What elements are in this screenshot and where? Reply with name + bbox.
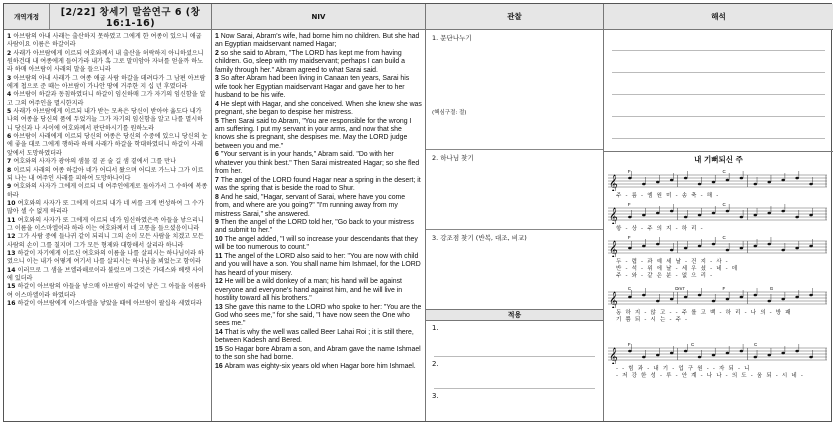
verse-number: 12 [7, 233, 18, 241]
verse-text: 아브람이 사래에게 이르되 당신의 여종은 당신의 수중에 있으니 당신의 눈에 좋을 대로 그에게 행하라 하매 사래가 하갈을 학대하였더니 하갈이 사래 앞에서 도망하였더라 [7, 133, 208, 157]
treble-clef-icon: 𝄞 [608, 173, 618, 191]
verse [215, 194, 422, 219]
treble-clef-icon: 𝄞 [608, 239, 618, 257]
verse [7, 267, 208, 284]
key-verse-note: (핵심구절: 절) [432, 110, 467, 116]
music-note [698, 245, 702, 248]
chord-label: Dm7 [675, 286, 685, 292]
version-label: 개역개정 [4, 4, 50, 29]
music-note [642, 356, 646, 359]
application-item-2[interactable]: 2. [432, 360, 439, 368]
music-note [698, 356, 702, 359]
verse-number: 3 [215, 75, 221, 83]
music-note [712, 212, 716, 215]
verse-text: 하갈이 아브람의 아들을 낳으매 아브람이 하갈이 낳은 그 아들을 이름하여 이스마엘이라 하였더라 [7, 283, 206, 299]
verse-number: 7 [7, 158, 14, 166]
chord-label: F [627, 235, 631, 241]
music-note [712, 354, 716, 357]
verse-text: so she said to Abram, "The LORD has kept me from having children. Go, sleep with my maidservant; perhaps I can build a family through her." Abram agreed to what Sarai said. [215, 49, 405, 74]
verse-number: 15 [7, 283, 18, 291]
music-note [754, 214, 758, 217]
music-note [754, 245, 758, 248]
title-header [4, 4, 211, 30]
verse [215, 363, 422, 371]
music-note [684, 350, 688, 353]
verse-text: The angel of the LORD found Hagar near a spring in the desert; it was the spring that is beside the road to Shur. [215, 176, 421, 193]
music-note [656, 300, 660, 303]
verse-number: 5 [215, 117, 221, 125]
music-note [684, 296, 688, 299]
song-title: 내 기뻐되신 주 [694, 155, 743, 164]
music-staff [608, 202, 827, 224]
music-note [670, 210, 674, 213]
verse [215, 101, 422, 118]
verse [7, 133, 208, 158]
verse-text: He will be a wild donkey of a man; his hand will be against everyone and everyone's hand against him, and he will live in hostility toward all his brothers." [215, 278, 403, 303]
verse-text: "Your servant is in your hands," Abram said. "Do with her whatever you think best." Then Sarai mistreated Hagar; so she fled from her. [215, 151, 420, 176]
verse-number: 9 [7, 183, 14, 191]
korean-verses [4, 30, 211, 308]
music-note [767, 243, 771, 246]
verse [215, 329, 422, 346]
music-note [726, 298, 730, 301]
verse-text: Then Sarai said to Abram, "You are responsible for the wrong I am suffering. I put my servant in your arms, and now that she knows she is pregnant, she despises me. May the LORD judge between you and me." [215, 117, 412, 150]
observation-header [426, 4, 603, 30]
music-note [809, 183, 813, 186]
verse [215, 236, 422, 253]
verse [7, 75, 208, 92]
verse-text: And he said, "Hagar, servant of Sarai, where have you come from, and where are you going?" "I'm running away from my mistress Sarai," she answered. [215, 193, 406, 218]
verse-number: 1 [7, 33, 14, 40]
music-note [754, 294, 758, 297]
song-lyric-line: 반 - 석 - 위 에 날 - 세 우 셨 - 네 - 데 [616, 266, 739, 272]
music-note [809, 356, 813, 359]
music-note [781, 179, 785, 182]
music-note [656, 181, 660, 184]
verse [215, 177, 422, 194]
verse-text: 여호와의 사자가 광야의 샘물 곁 곧 술 길 샘 곁에서 그를 만나 [13, 158, 176, 166]
music-note [684, 216, 688, 219]
song-lyric-line: 항 - 상 - 주 의 지 - 하 리 - [616, 226, 704, 232]
verse-text: He slept with Hagar, and she conceived. When she knew she was pregnant, she began to despise her mistress. [215, 100, 422, 117]
verse-text: 아브람의 아내 사래는 출산하지 못하였고 그에게 한 여종이 있으니 애굽 사람이요 이름은 하갈이라 [7, 33, 202, 49]
verse [215, 219, 422, 236]
song-lyric-line: 기 쁨 되 - 시 는 - 주 - [616, 317, 689, 323]
divider [434, 388, 595, 389]
music-note [726, 249, 730, 252]
music-note [781, 352, 785, 355]
verse-text: 아브람의 아내 사래가 그 여종 애굽 사람 하갈을 데려다가 그 남편 아브람에게 첩으로 준 때는 아브람이 가나안 땅에 거주한 지 십 년 후였더라 [7, 74, 206, 91]
music-staff [608, 169, 827, 191]
verse-text: 여호와의 사자가 또 그에게 이르되 내가 네 씨를 크게 번성하여 그 수가 많아 셀 수 없게 하리라 [7, 199, 204, 216]
verse-number: 16 [7, 300, 18, 307]
music-note [670, 352, 674, 355]
observation-section-1[interactable] [426, 30, 603, 150]
application-item-1[interactable]: 1. [432, 324, 439, 332]
verse-number: 14 [7, 266, 18, 274]
music-note [754, 183, 758, 186]
verse-number: 6 [7, 133, 14, 141]
verse-number: 11 [215, 252, 225, 260]
interpretation-header [604, 4, 833, 30]
verse-text: Then the angel of the LORD told her, "Go back to your mistress and submit to her." [215, 218, 414, 235]
verse [215, 75, 422, 100]
song-lyric-line: - 저 강 한 성 - 루 - 안 계 - 나 나 - 의 도 - 움 되 - 시 네 - [616, 373, 805, 379]
chord-label: C [754, 342, 758, 348]
verse [7, 91, 208, 108]
verse-text: Now Sarai, Abram's wife, had borne him no children. But she had an Egyptian maidservant named Hagar; [215, 33, 420, 49]
chord-label: C [722, 169, 726, 175]
verse [7, 250, 208, 267]
music-note [642, 214, 646, 217]
writing-line [612, 94, 825, 95]
music-note [656, 212, 660, 215]
verse-number: 3 [7, 74, 14, 82]
music-note [781, 249, 785, 252]
verse-text: 하갈이 자기에게 이르신 여호와의 이름을 나를 살피시는 하나님이라 하였으니 이는 내가 어떻게 여기서 나를 살피시는 하나님을 뵈었는고 함이라 [7, 249, 204, 266]
music-note [670, 298, 674, 301]
verse-text: 아브람이 하갈과 동침하였더니 하갈이 임신하매 그가 자기의 임신함을 알고 그의 여주인을 멸시한지라 [7, 91, 206, 107]
interpretation-title: 해석 [711, 12, 726, 21]
verse-number: 8 [7, 166, 14, 174]
verse [215, 346, 422, 363]
music-note [795, 216, 799, 219]
verse-text: So Hagar bore Abram a son, and Abram gave the name Ishmael to the son she had borne. [215, 345, 421, 362]
music-note [809, 245, 813, 248]
verse-text: So after Abram had been living in Canaan ten years, Sarai his wife took her Egyptian maidservant Hagar and gave her to her husband to be his wife. [215, 75, 410, 100]
observation-title: 관찰 [507, 12, 522, 21]
verse-number: 7 [215, 176, 221, 184]
observation-q1: 1. 문단나누기 [432, 34, 472, 42]
song-lyric-line: 주 - 와 - 같 은 분 - 없 으 리 - [616, 273, 714, 279]
verse [7, 300, 208, 308]
verse-number: 2 [7, 49, 14, 57]
verse-number: 8 [215, 193, 221, 201]
verse [215, 50, 422, 75]
music-note [795, 350, 799, 353]
writing-line [612, 50, 825, 51]
music-note [767, 181, 771, 184]
observation-section-3[interactable] [426, 230, 603, 310]
page-title: [2/22] 창세기 말씀연구 6 (창 16:1-16) [60, 7, 201, 29]
observation-q3: 3. 강조점 찾기 (반복, 대조, 비교) [432, 234, 527, 242]
verse-text: Abram was eighty-six years old when Hagar bore him Ishmael. [224, 362, 416, 370]
music-note [628, 350, 632, 353]
music-note [712, 181, 716, 184]
observation-q2: 2. 하나님 찾기 [432, 154, 474, 162]
music-note [740, 296, 744, 299]
application-header: 적용 [426, 309, 603, 321]
verse-number: 16 [215, 362, 225, 370]
verse-number: 12 [215, 278, 225, 286]
music-staff [608, 235, 827, 257]
verse-number: 4 [215, 100, 221, 108]
music-note [781, 298, 785, 301]
verse-text: That is why the well was called Beer Lahai Roi ; it is still there, between Kadesh and Bered. [215, 328, 414, 345]
music-note [698, 214, 702, 217]
music-note [767, 354, 771, 357]
interpretation-column [604, 4, 833, 421]
music-note [795, 247, 799, 250]
song-lyric-line: 동 하 지 - 않 고 - - 주 를 고 백 - 하 리 - 나 의 - 방 패 [616, 310, 792, 316]
verse-number: 13 [215, 303, 225, 311]
verse [215, 304, 422, 329]
verse-text: 이르되 사래의 여종 하갈아 네가 어디서 왔으며 어디로 가느냐 그가 이르되 나는 내 여주인 사래를 피하여 도망하나이다 [7, 166, 204, 182]
music-note [795, 296, 799, 299]
verse-text: 사래가 아브람에게 이르되 내가 받는 모욕은 당신이 받아야 옳도다 내가 나의 여종을 당신의 품에 두었거늘 그가 자기의 임신함을 알고 나를 멸시하니 당신과 나 사이에 여호와께서 판단하시기를 원하노라 [7, 108, 203, 132]
verse [215, 151, 422, 176]
verse-number: 14 [215, 328, 225, 336]
chord-label: F [627, 169, 631, 175]
music-note [628, 177, 632, 180]
music-note [642, 294, 646, 297]
application-item-3[interactable]: 3. [432, 392, 439, 400]
chord-label: C [722, 202, 726, 208]
verse-number: 1 [215, 33, 221, 40]
verse-text: The angel added, "I will so increase your descendants that they will be too numerous to count." [215, 235, 418, 252]
verse-number: 5 [7, 108, 14, 116]
song-lyric-line: - - 힘 과 - 내 기 - 업 구 원 - - 자 되 - 니 [616, 366, 751, 372]
music-note [726, 210, 730, 213]
divider [434, 356, 595, 357]
niv-label: NIV [311, 12, 326, 21]
verse-text: 그가 사람 중에 들나귀 같이 되리니 그의 손이 모든 사람을 치겠고 모든 사람의 손이 그를 칠지며 그가 모든 형제와 대항해서 살리라 하니라 [7, 233, 204, 249]
music-note [767, 212, 771, 215]
verse-text: 하갈이 아브람에게 이스마엘을 낳았을 때에 아브람이 팔십육 세였더라 [17, 300, 202, 307]
chord-label: F [627, 342, 631, 348]
writing-line [612, 116, 825, 117]
verse-text: 여호와의 사자가 그에게 이르되 네 여주인에게로 돌아가서 그 수하에 복종하라 [7, 183, 208, 199]
chord-label: C [627, 286, 632, 292]
music-note [740, 177, 744, 180]
verse [7, 158, 208, 166]
observation-column [426, 4, 604, 421]
study-sheet [3, 3, 832, 422]
interpretation-area[interactable] [604, 30, 833, 152]
verse-text: She gave this name to the LORD who spoke to her: "You are the God who sees me," for she said, "I have now seen the One who sees me." [215, 303, 422, 328]
song-lyric-line: 두 - 렵 - 과 예 세 날 - 건 지 - 사 - [616, 259, 729, 265]
niv-header [212, 4, 425, 30]
music-note [642, 183, 646, 186]
verse-number: 4 [7, 91, 14, 99]
verse-number: 11 [7, 216, 18, 224]
music-staff [608, 286, 827, 308]
verse [215, 118, 422, 152]
music-note [754, 356, 758, 359]
music-note [684, 177, 688, 180]
korean-column [4, 4, 212, 421]
song-lyric-line: 주 - 름 - 엠 원 미 - 송 축 - 해 - [616, 193, 720, 199]
verse [7, 233, 208, 250]
verse [7, 33, 208, 50]
verse-number: 15 [215, 345, 225, 353]
music-note [740, 350, 744, 353]
music-note [781, 210, 785, 213]
chord-label: F [627, 202, 631, 208]
music-note [684, 247, 688, 250]
music-note [809, 294, 813, 297]
verse-text: 여호와의 사자가 또 그에게 이르되 네가 임신하였은즉 아들을 낳으리니 그 이름을 이스마엘이라 하라 이는 여호와께서 네 고통을 들으셨음이니라 [7, 216, 204, 232]
music-note [698, 294, 702, 297]
music-note [712, 300, 716, 303]
verse-number: 2 [215, 49, 221, 57]
chord-label: F [722, 286, 726, 292]
verse-number: 13 [7, 249, 18, 257]
verse-number: 10 [215, 235, 225, 243]
music-note [712, 243, 716, 246]
music-note [698, 183, 702, 186]
treble-clef-icon: 𝄞 [608, 346, 618, 364]
music-note [656, 354, 660, 357]
music-note [670, 179, 674, 182]
music-note [628, 296, 632, 299]
music-note [740, 216, 744, 219]
verse [7, 217, 208, 234]
treble-clef-icon: 𝄞 [608, 290, 618, 308]
chord-label: C [722, 235, 726, 241]
music-note [726, 179, 730, 182]
niv-column [212, 4, 426, 421]
music-note [809, 214, 813, 217]
verse [7, 183, 208, 200]
niv-verses [212, 30, 425, 371]
verse [215, 33, 422, 50]
music-note [726, 352, 730, 355]
verse [7, 200, 208, 217]
music-staff [608, 342, 827, 364]
music-note [642, 245, 646, 248]
treble-clef-icon: 𝄞 [608, 206, 618, 224]
verse [7, 283, 208, 300]
music-note [628, 216, 632, 219]
writing-line [612, 72, 825, 73]
observation-section-2[interactable] [426, 150, 603, 230]
music-note [628, 247, 632, 250]
verse [7, 50, 208, 75]
writing-line [612, 138, 825, 139]
verse-number: 10 [7, 199, 18, 207]
music-note [670, 249, 674, 252]
verse [7, 108, 208, 133]
music-note [767, 300, 771, 303]
music-note [656, 243, 660, 246]
verse [215, 253, 422, 278]
verse-text: 이러므로 그 샘을 브엘라해로이라 불렀으며 그것은 가데스와 베렛 사이에 있더라 [7, 266, 204, 282]
verse-number: 6 [215, 151, 221, 159]
verse [7, 167, 208, 184]
music-note [740, 247, 744, 250]
verse-text: 사래가 아브람에게 이르되 여호와께서 내 출산을 허락하지 아니하셨으니 원하건대 내 여종에게 들어가라 내가 혹 그로 말미암아 자녀를 얻을까 하노라 하매 아브람이 사래의 말을 들으니라 [7, 49, 204, 74]
music-note [795, 177, 799, 180]
verse-text: The angel of the LORD also said to her: "You are now with child and you will have a son. You shall name him Ishmael, for the LORD has heard of your misery. [215, 252, 421, 277]
verse [215, 278, 422, 303]
chord-label: C [690, 342, 695, 348]
verse-number: 9 [215, 218, 221, 226]
chord-label: G [769, 286, 774, 292]
